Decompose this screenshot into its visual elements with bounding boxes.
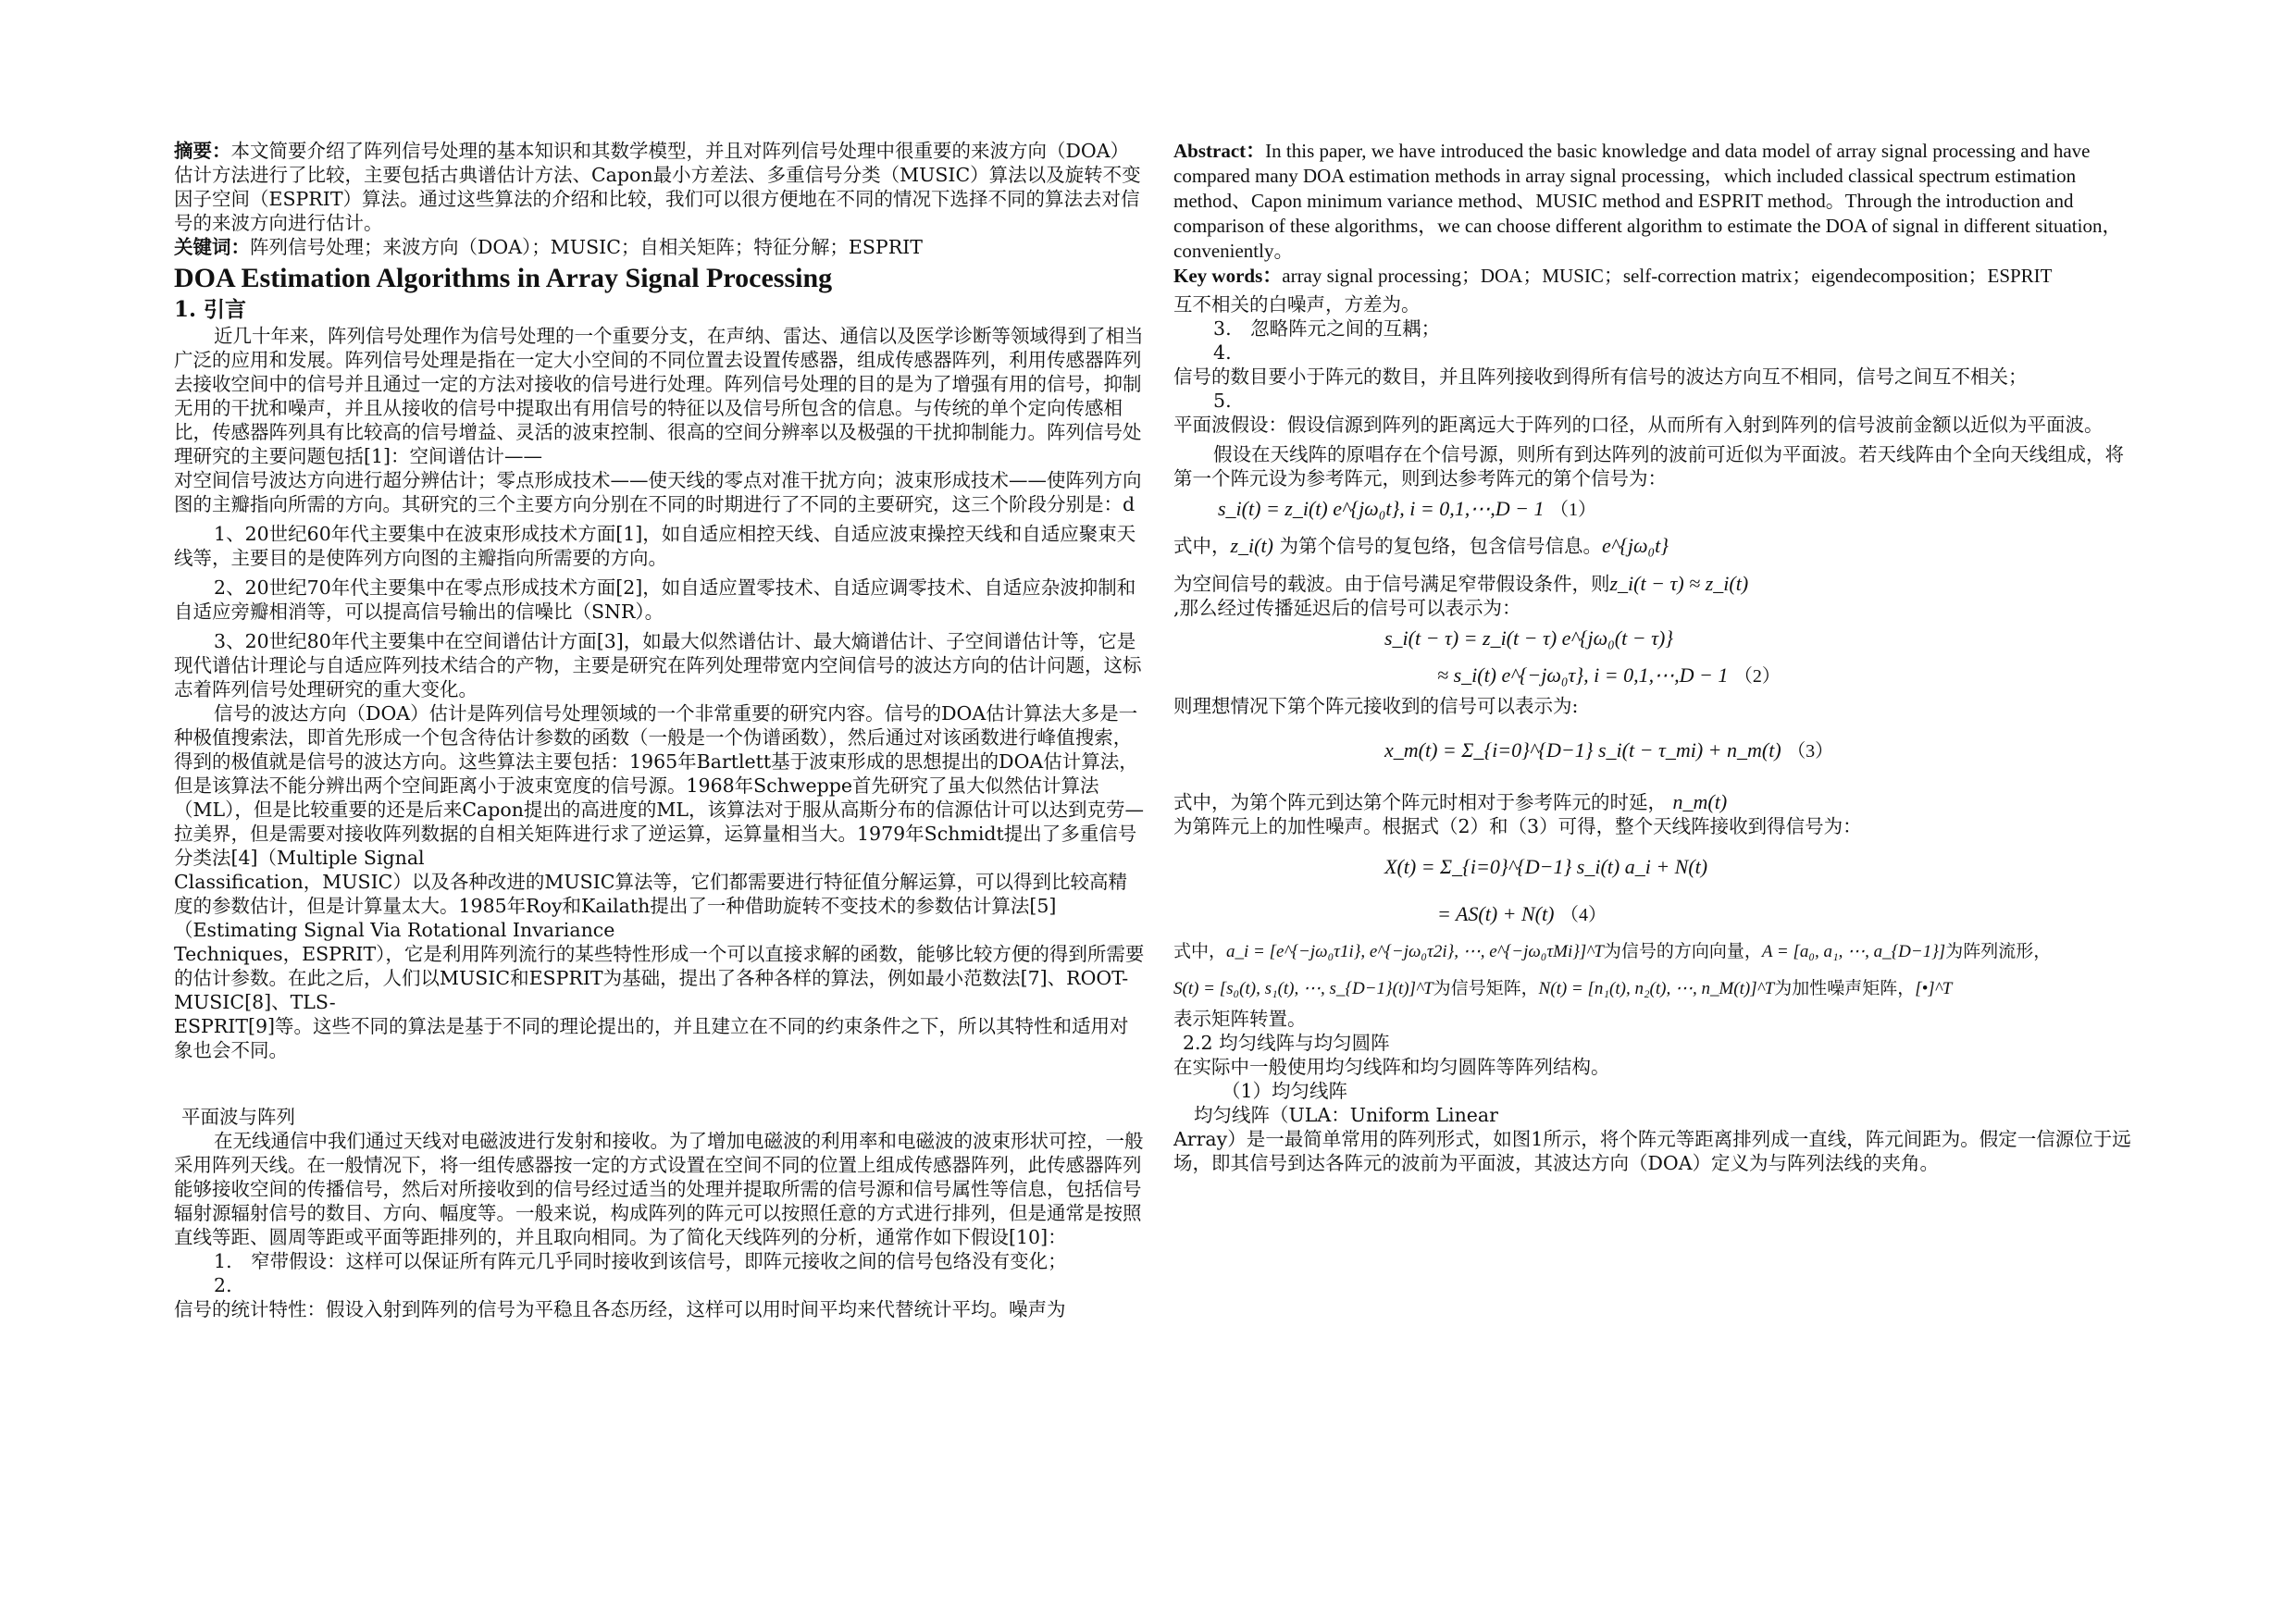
equation-4-where-2 — [1173, 970, 2141, 1007]
equation-4-line-2-body: = AS(t) + N(t) — [1437, 902, 1555, 925]
model-paragraph: 假设在天线阵的原唱存在个信号源，则所有到达阵列的波前可近似为平面波。若天线阵由个全向天线组成，将第一个阵元设为参考阵元，则到达参考阵元的第个信号为： — [1173, 443, 2125, 489]
right-column — [1173, 139, 2141, 1175]
cn-abstract-label: 摘要： — [174, 140, 231, 162]
doa-paragraph-1: 信号的波达方向（DOA）估计是阵列信号处理领域的一个非常重要的研究内容。信号的DOA估计算法大多是一种极值搜索法，即首先形成一个包含待估计参数的函数（一般是一个伪谱函数），然后通过对该函数进行峰值搜索，得到的极值就是信号的波达方向。这些算法主要包括：1965年Bartlett基于波束形成的思想提出的DOA估计算法，但是该算法不能分辨出两个空间距离小于波束宽度的信号源。1968年Schweppe首先研究了虽大似然估计算法（ML），但是比较重要的还是后来Capon提出的高进度的ML，该算法对于服从高斯分布的信源估计可以达到克劳— — [174, 702, 1145, 821]
en-abstract-label: Abstract： — [1173, 140, 1266, 162]
assumption-4-text: 信号的数目要小于阵元的数目，并且阵列接收到得所有信号的波达方向互不相同，信号之间互不相关； — [1173, 365, 2028, 388]
cn-abstract-text: 本文简要介绍了阵列信号处理的基本知识和其数学模型，并且对阵列信号处理中很重要的来波方向（DOA）估计方法进行了比较，主要包括古典谱估计方法、Capon最小方差法、多重信号分类（MUSIC）算法以及旋转不变因子空间（ESPRIT）算法。通过这些算法的介绍和比较，我们可以很方便地在不同的情况下选择不同的算法去对信号的来波方向进行估计。 — [174, 140, 1141, 234]
equation-1-body: s_i(t) = z_i(t) e^{jω₀t}, i = 0,1,⋯,D − 1 — [1218, 497, 1545, 520]
signal-matrix: S(t) = [s₀(t), s₁(t), ⋯, s_{D−1}(t)]^T — [1173, 979, 1433, 998]
section-1-heading: 1. 引言 — [174, 297, 247, 322]
transpose-sentence: 表示矩阵转置。 — [1173, 1008, 1307, 1030]
doa-paragraph-5: ESPRIT[9]等。这些不同的算法是基于不同的理论提出的，并且建立在不同的约束条件之下，所以其特性和适用对象也会不同。 — [174, 1015, 1129, 1061]
where-3-text: 式中，为第个阵元到达第个阵元时相对于参考阵元的时延， — [1173, 791, 1667, 813]
en-keywords-label: Key words： — [1173, 265, 1283, 287]
cn-keywords — [174, 235, 1146, 259]
intro-paragraph-1: 近几十年来，阵列信号处理作为信号处理的一个重要分支，在声纳、雷达、通信以及医学诊断等领域得到了相当广泛的应用和发展。阵列信号处理是指在一定大小空间的不同位置去设置传感器，组成传感器阵列，利用传感器阵列去接收空间中的信号并且通过一定的方法对接收的信号进行处理。阵列信号处理的目的是为了增强有用的信号，抑制无用的干扰和噪声，并且从接收的信号中提取出有用信号的特征以及信号所包含的信息。与传统的单个定向传感相比，传感器阵列具有比较高的信号增益、灵活的波束控制、很高的空间分辨率以及极强的干扰抑制能力。阵列信号处理研究的主要问题包括[1]：空间谱估计—— — [174, 325, 1144, 467]
array-manifold-text: 为阵列流形， — [1945, 941, 2052, 961]
equation-3 — [1173, 718, 2141, 783]
doa-paragraph-2: 拉美界，但是需要对接收阵列数据的自相关矩阵进行求了逆运算，运算量相当大。1979年Schmidt提出了多重信号分类法[4]（Multiple Signal — [174, 823, 1137, 869]
equation-4-line-1-body: X(t) = Σ_{i=0}^{D−1} s_i(t) a_i + N(t) — [1384, 855, 1708, 878]
en-keywords — [1173, 264, 2141, 289]
equation-2-line-2-body: ≈ s_i(t) e^{−jω₀τ}, i = 0,1,⋯,D − 1 — [1437, 663, 1729, 687]
left-column — [174, 139, 1146, 1321]
noise-symbol: n_m(t) — [1672, 790, 1728, 813]
ideal-sentence: 则理想情况下第个阵元接收到的信号可以表示为: — [1173, 695, 1579, 717]
en-keywords-text: array signal processing；DOA；MUSIC；self-correction matrix；eigendecomposition；ESPRIT — [1282, 265, 2053, 287]
signal-matrix-text: 为信号矩阵， — [1433, 978, 1539, 998]
ula-paragraph-1: 均匀线阵（ULA：Uniform Linear — [1194, 1104, 1498, 1126]
where-1-symbol: z_i(t) — [1230, 534, 1273, 557]
where-1-prefix: 式中， — [1173, 535, 1231, 557]
equation-1 — [1173, 490, 2141, 527]
stage-3: 3、20世纪80年代主要集中在空间谱估计方面[3]，如最大似然谱估计、最大熵谱估计、子空间谱估计等，它是现代谱估计理论与自适应阵列技术结合的产物，主要是研究在阵列处理带宽内空间信号的波达方向的估计问题，这标志着阵列信号处理研究的重大变化。 — [174, 630, 1142, 700]
array-structure-sentence: 在实际中一般使用均匀线阵和均匀圆阵等阵列结构。 — [1173, 1056, 1610, 1078]
equation-3-number: （3） — [1787, 741, 1834, 762]
stage-1: 1、20世纪60年代主要集中在波束形成技术方面[1]，如自适应相控天线、自适应波束操控天线和自适应聚束天线等，主要目的是使阵列方向图的主瓣指向所需要的方向。 — [174, 523, 1136, 569]
cn-keywords-label: 关键词： — [174, 236, 250, 258]
subsection-2-2-heading: 2.2 均匀线阵与均匀圆阵 — [1183, 1032, 1390, 1054]
equation-2-line-1 — [1173, 620, 2141, 657]
noise-matrix-text: 为加性噪声矩阵， — [1774, 978, 1916, 998]
cn-abstract — [174, 139, 1146, 235]
cn-keywords-text: 阵列信号处理；来波方向（DOA）；MUSIC；自相关矩阵；特征分解；ESPRIT — [250, 236, 923, 258]
equation-2-line-2 — [1173, 657, 2141, 694]
delay-sentence: ,那么经过传播延迟后的信号可以表示为： — [1173, 597, 1521, 619]
assumption-1: 1. 窄带假设：这样可以保证所有阵元几乎同时接收到该信号，即阵元接收之间的信号包络没有变化； — [214, 1250, 1067, 1272]
where-1-text: 为第个信号的复包络，包含信号信息。 — [1279, 535, 1602, 557]
assumption-5-number: 5. — [1213, 390, 1232, 412]
assumption-4-number: 4. — [1213, 341, 1232, 364]
equation-2-line-1-body: s_i(t − τ) = z_i(t − τ) e^{jω₀(t − τ)} — [1384, 626, 1674, 650]
assumption-2-number: 2. — [214, 1274, 232, 1296]
assumption-3: 3. 忽略阵元之间的互耦； — [1213, 317, 1441, 340]
doa-paragraph-4: Techniques，ESPRIT），它是利用阵列流行的某些特性形成一个可以直接求解的函数，能够比较方便的得到所需要的估计参数。在此之后，人们以MUSIC和ESPRIT为基础，提出了各种各样的算法，例如最小范数法[7]、ROOT-MUSIC[8]、TLS- — [174, 943, 1145, 1013]
doa-paragraph-3: Classification，MUSIC）以及各种改进的MUSIC算法等，它们都需要进行特征值分解运算，可以得到比较高精度的参数估计，但是计算量太大。1985年Roy和Kailath提出了一种借助旋转不变技术的参数估计算法[5]（Estimating Signal Via Rotational Invariance — [174, 871, 1127, 941]
equation-4-line-2 — [1173, 896, 2141, 933]
equation-4-line-1 — [1173, 838, 2141, 896]
paper-title: DOA Estimation Algorithms in Array Signal Processing — [174, 263, 833, 293]
noise-continuation: 互不相关的白噪声，方差为。 — [1173, 293, 1421, 316]
equation-1-number: （1） — [1550, 500, 1596, 520]
en-abstract-text: In this paper, we have introduced the basic knowledge and data model of array signal processing and have compared many DOA estimation methods in array signal processing，which included classical spectrum estimation method、Capon minimum variance method、MUSIC method and ESPRIT method。Through the introduction and comparison of these algorithms，we can choose different algorithm to estimate the DOA of signal in different situation，conveniently。 — [1173, 140, 2122, 262]
assumption-5-text: 平面波假设：假设信源到阵列的距离远大于阵列的口径，从而所有入射到阵列的信号波前金额以近似为平面波。 — [1173, 414, 2104, 436]
stage-2: 2、20世纪70年代主要集中在零点形成技术方面[2]，如自适应置零技术、自适应调零技术、自适应杂波抑制和自适应旁瓣相消等，可以提高信号输出的信噪比（SNR）。 — [174, 576, 1136, 623]
steering-vector: a_i = [e^{−jω₀τ1i}, e^{−jω₀τ2i}, ⋯, e^{−jω₀τMi}]^T — [1226, 942, 1604, 961]
plane-wave-paragraph: 在无线通信中我们通过天线对电磁波进行发射和接收。为了增加电磁波的利用率和电磁波的波束形状可控，一般采用阵列天线。在一般情况下，将一组传感器按一定的方式设置在空间不同的位置上组成传感器阵列，此传感器阵列能够接收空间的传播信号，然后对所接收到的信号经过适当的处理并提取所需的信号源和信号属性等信息，包括信号辐射源辐射信号的数目、方向、幅度等。一般来说，构成阵列的阵元可以按照任意的方式进行排列，但是通常是按照直线等距、圆周等距或平面等距排列的，并且取向相同。为了简化天线阵列的分析，通常作如下假设[10]： — [174, 1130, 1144, 1248]
section-2-heading: 平面波与阵列 — [181, 1106, 295, 1128]
transpose-symbol: [•]^T — [1915, 979, 1953, 998]
ula-paragraph-2: Array）是一最简单常用的阵列形式，如图1所示，将个阵元等距离排列成一直线，阵元间距为。假定一信源位于远场，即其信号到达各阵元的波前为平面波，其波达方向（DOA）定义为与阵列法线的夹角。 — [1173, 1128, 2131, 1174]
en-abstract — [1173, 139, 2141, 264]
noise-matrix: N(t) = [n₁(t), n₂(t), ⋯, n_M(t)]^T — [1538, 979, 1775, 998]
received-signal-sentence: 为第阵元上的加性噪声。根据式（2）和（3）可得，整个天线阵接收到得信号为： — [1173, 815, 1862, 837]
array-manifold: A = [a₀, a₁, ⋯, a_{D−1}] — [1761, 942, 1946, 961]
intro-paragraph-2: 对空间信号波达方向进行超分辨估计；零点形成技术——使天线的零点对准干扰方向；波束形成技术——使阵列方向图的主瓣指向所需的方向。其研究的三个主要方向分别在不同的时期进行了不同的主要研究，这三个阶段分别是：d — [174, 469, 1142, 515]
where-4-prefix: 式中， — [1173, 941, 1227, 961]
steering-vector-text: 为信号的方向向量， — [1603, 941, 1762, 961]
equation-4-where-1 — [1173, 933, 2141, 970]
carrier-sentence — [1173, 572, 2141, 596]
equation-3-where — [1173, 790, 2141, 814]
equation-2-number: （2） — [1733, 666, 1781, 687]
ula-heading: （1）均匀线阵 — [1222, 1080, 1348, 1102]
equation-4-number: （4） — [1559, 905, 1607, 925]
equation-1-where — [1173, 527, 2141, 564]
narrowband-approx: z_i(t − τ) ≈ z_i(t) — [1609, 572, 1749, 595]
equation-3-body: x_m(t) = Σ_{i=0}^{D−1} s_i(t − τ_mi) + n_m(t) — [1384, 738, 1781, 762]
carrier-exponent: e^{jω₀t} — [1601, 534, 1669, 557]
assumption-2-text: 信号的统计特性：假设入射到阵列的信号为平稳且各态历经，这样可以用时间平均来代替统计平均。噪声为 — [174, 1298, 1066, 1320]
carrier-text: 为空间信号的载波。由于信号满足窄带假设条件，则 — [1173, 573, 1610, 595]
